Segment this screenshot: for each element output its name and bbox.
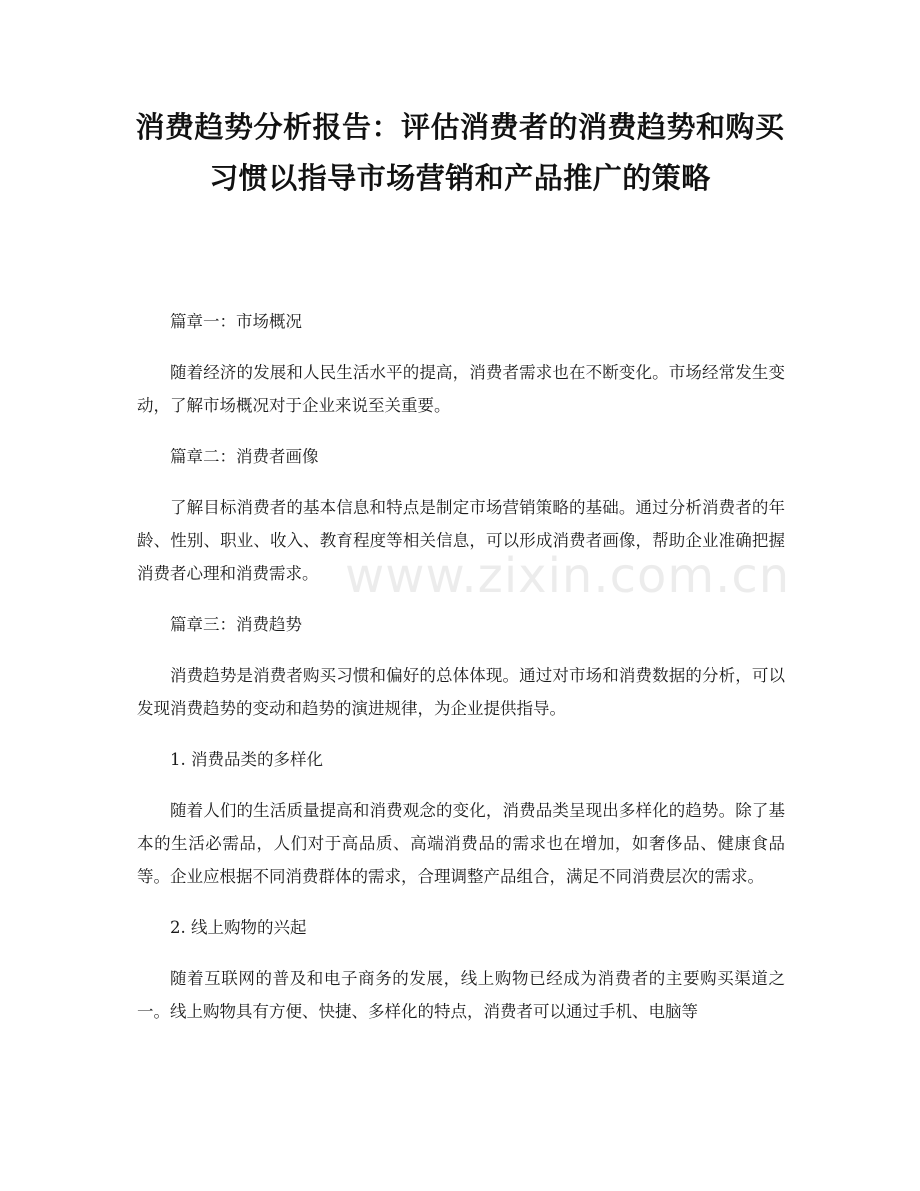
section-heading-consumer-profile: 篇章二：消费者画像 [170,447,319,466]
paragraph-online-shopping: 随着互联网的普及和电子商务的发展，线上购物已经成为消费者的主要购买渠道之一。线上购物具有方便、快捷、多样化的特点，消费者可以通过手机、电脑等 [137,969,785,1021]
section-heading-market-overview: 篇章一：市场概况 [170,312,302,331]
paragraph-market-overview: 随着经济的发展和人民生活水平的提高，消费者需求也在不断变化。市场经常发生变动，了解市场概况对于企业来说至关重要。 [137,363,785,415]
paragraph-consumer-trends: 消费趋势是消费者购买习惯和偏好的总体体现。通过对市场和消费数据的分析，可以发现消费趋势的变动和趋势的演进规律，为企业提供指导。 [137,666,785,718]
document-body [137,305,785,1046]
paragraph-category-diversification: 随着人们的生活质量提高和消费观念的变化，消费品类呈现出多样化的趋势。除了基本的生活必需品，人们对于高品质、高端消费品的需求也在增加，如奢侈品、健康食品等。企业应根据不同消费群体的需求，合理调整产品组合，满足不同消费层次的需求。 [137,801,785,886]
paragraph-consumer-profile: 了解目标消费者的基本信息和特点是制定市场营销策略的基础。通过分析消费者的年龄、性别、职业、收入、教育程度等相关信息，可以形成消费者画像，帮助企业准确把握消费者心理和消费需求。 [137,498,785,583]
document-title: 消费趋势分析报告：评估消费者的消费趋势和购买习惯以指导市场营销和产品推广的策略 [135,110,785,195]
section-heading-consumer-trends: 篇章三：消费趋势 [170,615,302,634]
watermark-text: www.zixin.com.cn [345,548,791,604]
subheading-online-shopping: 2. 线上购物的兴起 [170,918,307,937]
subheading-category-diversification: 1. 消费品类的多样化 [170,750,323,769]
